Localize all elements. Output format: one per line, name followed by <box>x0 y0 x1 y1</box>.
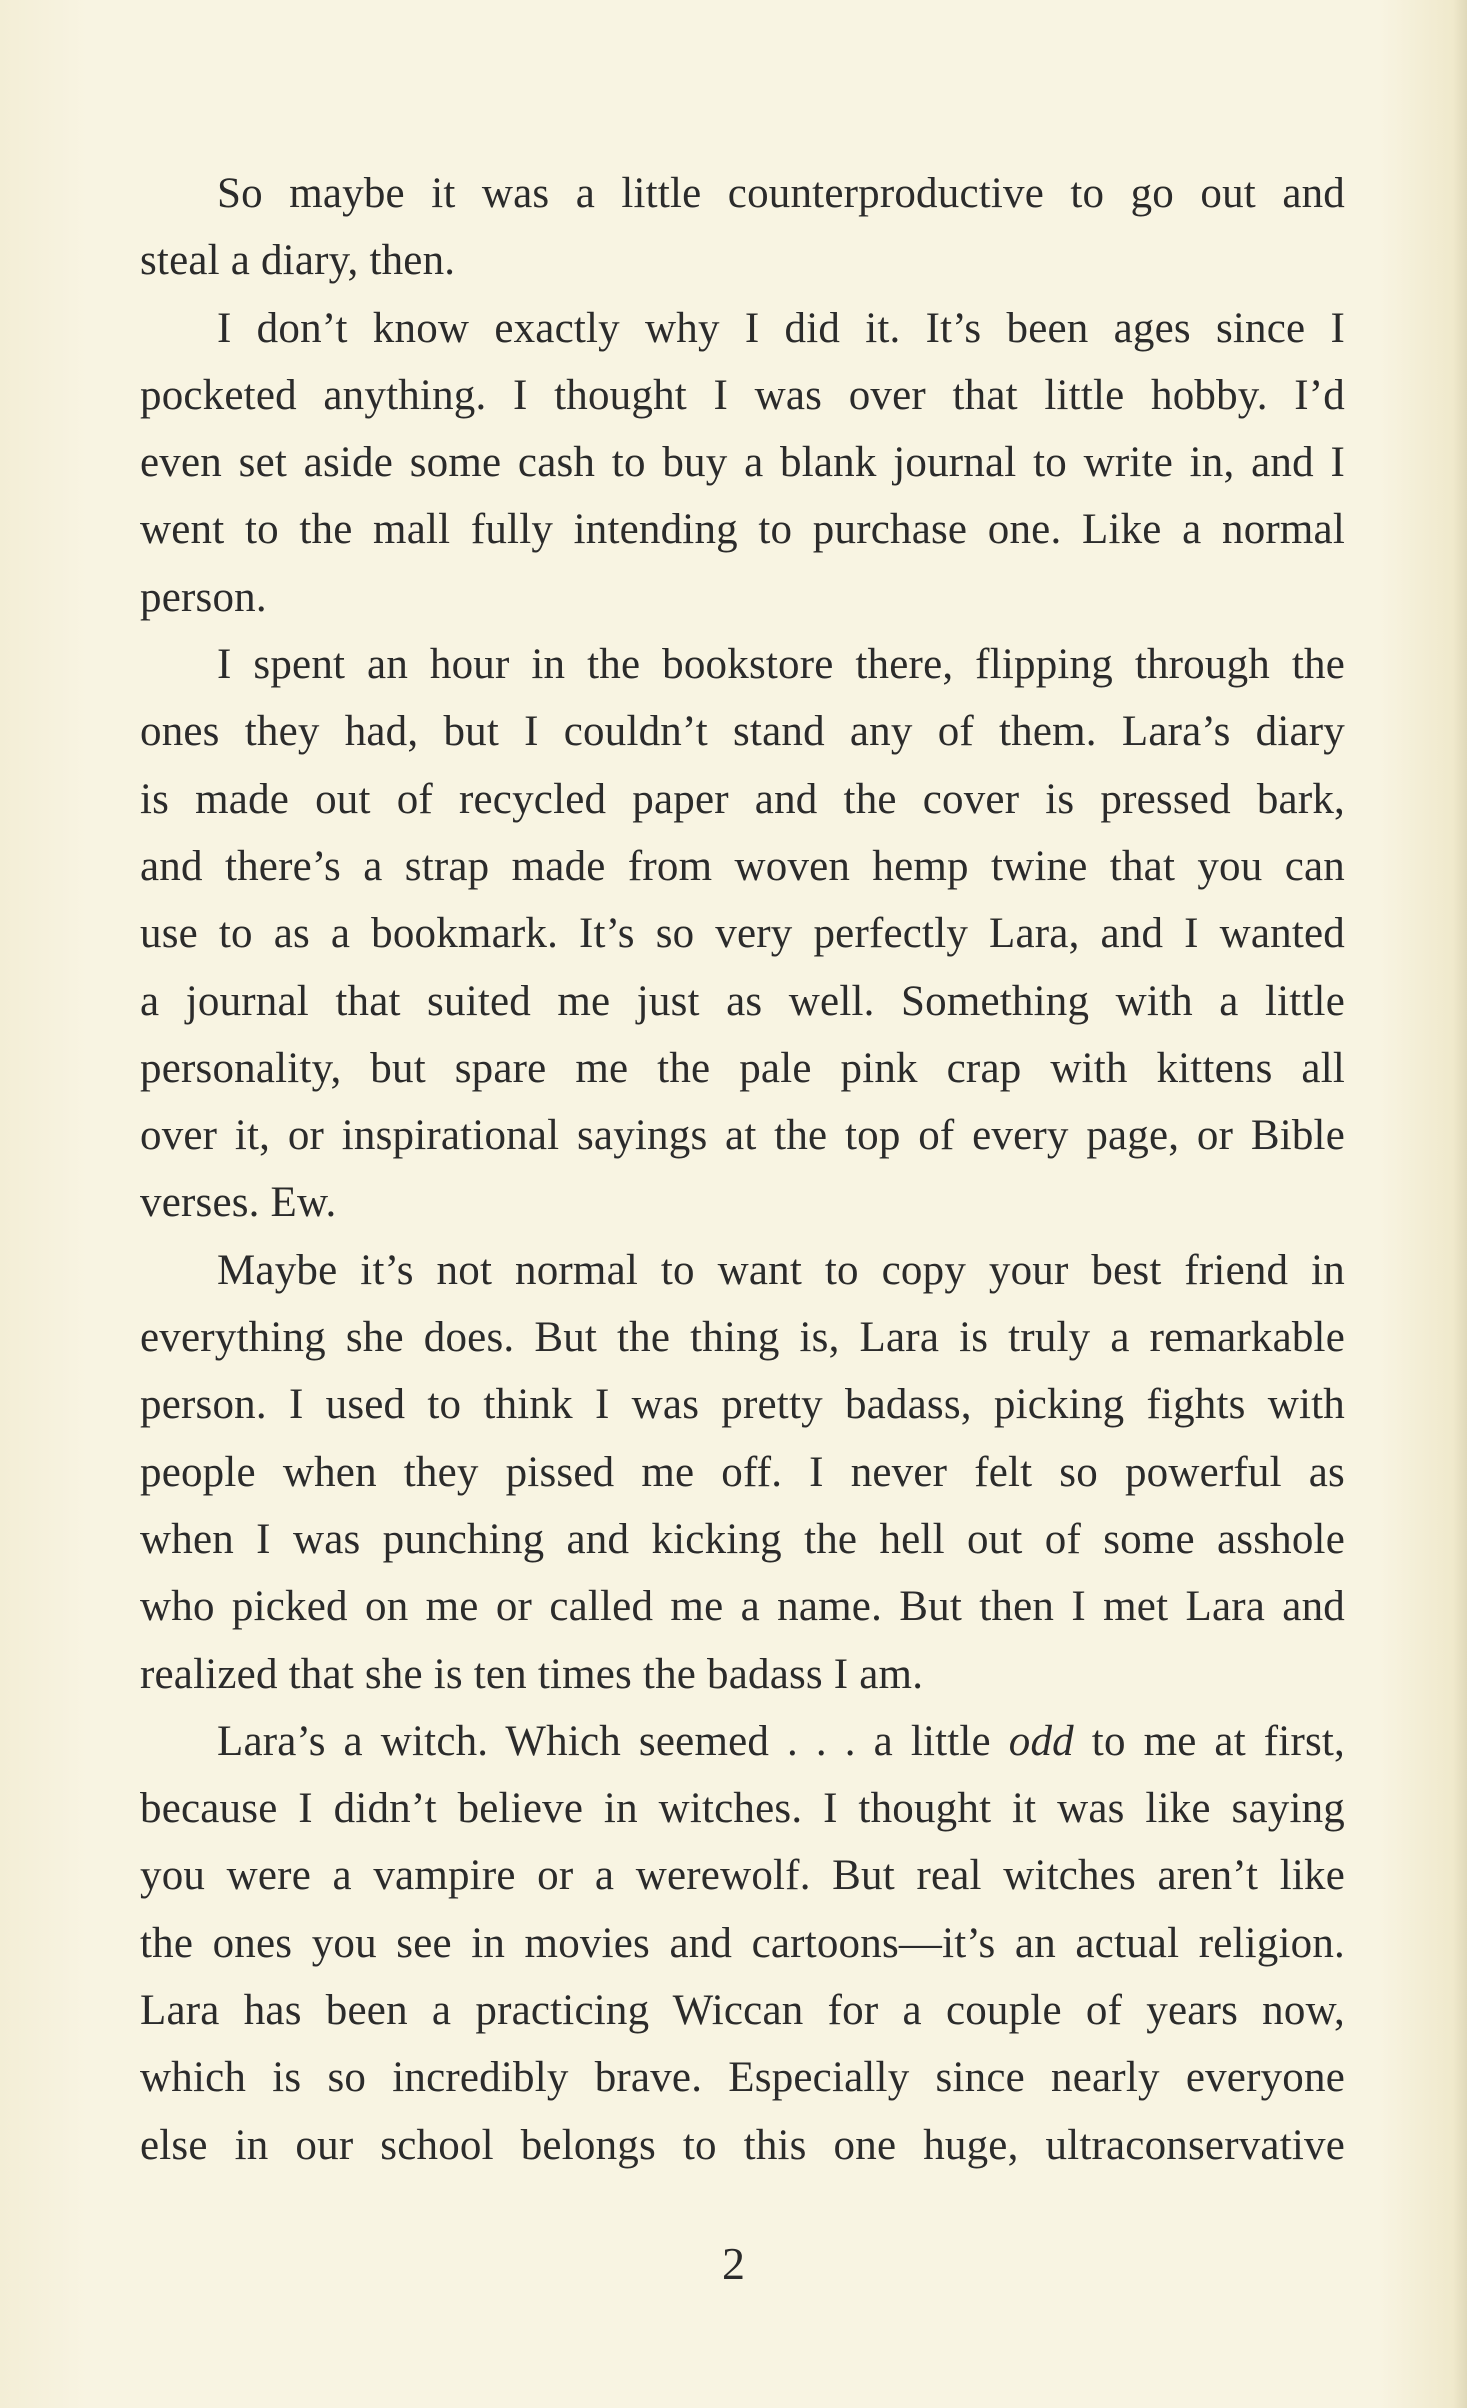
text-line: who picked on me or called me a name. But then I met Lara and <box>140 1583 1345 1631</box>
text-line: ones they had, but I couldn’t stand any of them. Lara’s diary <box>140 708 1345 756</box>
text-line: I don’t know exactly why I did it. It’s been ages since I <box>217 304 1345 352</box>
text-line: and there’s a strap made from woven hemp twine that you can <box>140 842 1345 890</box>
text-line: else in our school belongs to this one huge, ultraconservative <box>140 2121 1345 2169</box>
text-line: you were a vampire or a werewolf. But real witches aren’t like <box>140 1852 1345 1900</box>
text-line: realized that she is ten times the badass I am. <box>140 1650 924 1698</box>
text-line: steal a diary, then. <box>140 237 456 285</box>
text-line: person. <box>140 573 267 621</box>
text-line: Lara has been a practicing Wiccan for a couple of years now, <box>140 1987 1345 2035</box>
emphasized-word: odd <box>1008 1717 1074 1765</box>
text-line: personality, but spare me the pale pink crap with kittens all <box>140 1044 1345 1092</box>
page-edge-shadow <box>1453 0 1467 2408</box>
text-line: a journal that suited me just as well. Something with a little <box>140 977 1345 1025</box>
text-line-with-emphasis <box>140 1708 1345 1775</box>
text-line: pocketed anything. I thought I was over that little hobby. I’d <box>140 371 1345 419</box>
page-number: 2 <box>722 2238 745 2289</box>
text-line: the ones you see in movies and cartoons—it’s an actual religion. <box>140 1919 1345 1967</box>
text-line: use to as a bookmark. It’s so very perfectly Lara, and I wanted <box>140 910 1345 958</box>
text-line: verses. Ew. <box>140 1179 337 1227</box>
text-segment: Lara’s a witch. Which seemed . . . a little <box>217 1717 1009 1765</box>
text-line: because I didn’t believe in witches. I thought it was like saying <box>140 1785 1345 1833</box>
text-line: I spent an hour in the bookstore there, flipping through the <box>217 641 1345 689</box>
text-line: is made out of recycled paper and the cover is pressed bark, <box>140 775 1345 823</box>
text-line: which is so incredibly brave. Especially since nearly everyone <box>140 2054 1345 2102</box>
text-line: Maybe it’s not normal to want to copy your best friend in <box>217 1246 1345 1294</box>
text-line: went to the mall fully intending to purchase one. Like a normal <box>140 506 1345 554</box>
text-line: everything she does. But the thing is, Lara is truly a remarkable <box>140 1314 1345 1362</box>
text-segment: to me at first, <box>1073 1717 1345 1765</box>
text-line: person. I used to think I was pretty badass, picking fights with <box>140 1381 1345 1429</box>
text-line: over it, or inspirational sayings at the top of every page, or Bible <box>140 1112 1345 1160</box>
text-line: even set aside some cash to buy a blank journal to write in, and I <box>140 439 1345 487</box>
body-text <box>140 160 1345 2179</box>
text-line: people when they pissed me off. I never felt so powerful as <box>140 1448 1345 1496</box>
text-line: when I was punching and kicking the hell out of some asshole <box>140 1515 1345 1563</box>
text-line: So maybe it was a little counterproductive to go out and <box>217 170 1345 217</box>
